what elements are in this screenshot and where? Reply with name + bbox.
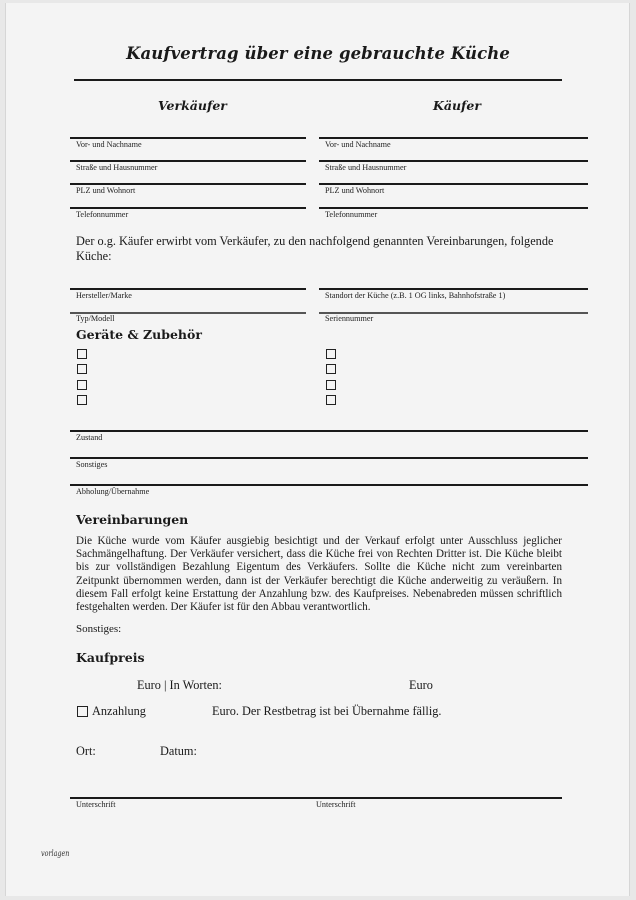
appliance-checkbox-left-3[interactable]	[77, 380, 87, 390]
deposit-label: Anzahlung	[92, 704, 146, 718]
price-euro-words: Euro | In Worten:	[137, 678, 222, 692]
seller-name-line[interactable]	[70, 137, 306, 139]
seller-heading: Verkäufer	[158, 98, 227, 113]
deposit-checkbox[interactable]	[77, 706, 88, 717]
buyer-heading: Käufer	[433, 98, 481, 113]
buyer-street-label: Straße und Hausnummer	[325, 163, 407, 172]
appliances-heading: Geräte & Zubehör	[76, 327, 202, 342]
appliance-checkbox-right-4[interactable]	[326, 395, 336, 405]
seller-phone-label: Telefonnummer	[76, 210, 129, 219]
appliance-checkbox-left-2[interactable]	[77, 364, 87, 374]
appliance-checkbox-left-1[interactable]	[77, 349, 87, 359]
appliance-checkbox-right-2[interactable]	[326, 364, 336, 374]
misc-label: Sonstiges	[76, 460, 108, 469]
model-label: Typ/Modell	[76, 314, 115, 323]
signature-right-label: Unterschrift	[316, 800, 356, 809]
other-label: Sonstiges:	[76, 623, 122, 635]
manufacturer-label: Hersteller/Marke	[76, 291, 132, 300]
signature-line[interactable]	[70, 797, 562, 799]
pickup-line[interactable]	[70, 484, 588, 486]
appliance-checkbox-right-1[interactable]	[326, 349, 336, 359]
serial-label: Seriennummer	[325, 314, 374, 323]
buyer-city-line[interactable]	[319, 183, 588, 185]
seller-city-line[interactable]	[70, 183, 306, 185]
title-rule	[74, 79, 562, 81]
signature-left-label: Unterschrift	[76, 800, 116, 809]
seller-name-label: Vor- und Nachname	[76, 140, 142, 149]
seller-city-label: PLZ und Wohnort	[76, 186, 136, 195]
condition-line[interactable]	[70, 430, 588, 432]
place-label: Ort:	[76, 744, 96, 758]
buyer-city-label: PLZ und Wohnort	[325, 186, 385, 195]
seller-street-label: Straße und Hausnummer	[76, 163, 158, 172]
seller-street-line[interactable]	[70, 160, 306, 162]
agreements-heading: Vereinbarungen	[76, 512, 189, 527]
watermark: vorlagen	[41, 849, 70, 858]
agreements-text: Die Küche wurde vom Käufer ausgiebig besichtigt und der Verkauf erfolgt unter Ausschluss jeglicher Sachmängelhaftung. Der Verkäufer versichert, dass die Küche frei von Rechten Dritter ist. Die Küche bleibt bis zur vollständigen Bezahlung Eigentum des Verkäufers. Sollte die Küche nicht zum vereinbarten Zeitpunkt übernommen werden, dann ist der Verkäufer berechtigt die Küche anderweitig zu veräußern. In diesem Fall erfolgt keine Erstattung der Anzahlung bzw. des Kaufpreises. Nebenabreden müssen schriftlich festgehalten werden. Der Käufer ist für den Abbau verantwortlich.	[76, 535, 562, 614]
price-heading: Kaufpreis	[76, 650, 145, 665]
intro-text: Der o.g. Käufer erwirbt vom Verkäufer, zu den nachfolgend genannten Vereinbarungen, folgende Küche:	[76, 234, 554, 263]
condition-label: Zustand	[76, 433, 103, 442]
seller-phone-line[interactable]	[70, 207, 306, 209]
buyer-name-line[interactable]	[319, 137, 588, 139]
pickup-label: Abholung/Übernahme	[76, 487, 150, 496]
document-title: Kaufvertrag über eine gebrauchte Küche	[126, 44, 510, 63]
date-label: Datum:	[160, 744, 197, 758]
location-line[interactable]	[319, 288, 588, 290]
appliance-checkbox-left-4[interactable]	[77, 395, 87, 405]
manufacturer-line[interactable]	[70, 288, 306, 290]
deposit-text: Euro. Der Restbetrag ist bei Übernahme fällig.	[212, 704, 442, 718]
misc-line[interactable]	[70, 457, 588, 459]
buyer-phone-line[interactable]	[319, 207, 588, 209]
buyer-street-line[interactable]	[319, 160, 588, 162]
appliance-checkbox-right-3[interactable]	[326, 380, 336, 390]
buyer-name-label: Vor- und Nachname	[325, 140, 391, 149]
buyer-phone-label: Telefonnummer	[325, 210, 378, 219]
price-euro: Euro	[409, 678, 433, 692]
location-label: Standort der Küche (z.B. 1 OG links, Bahnhofstraße 1)	[325, 291, 506, 300]
